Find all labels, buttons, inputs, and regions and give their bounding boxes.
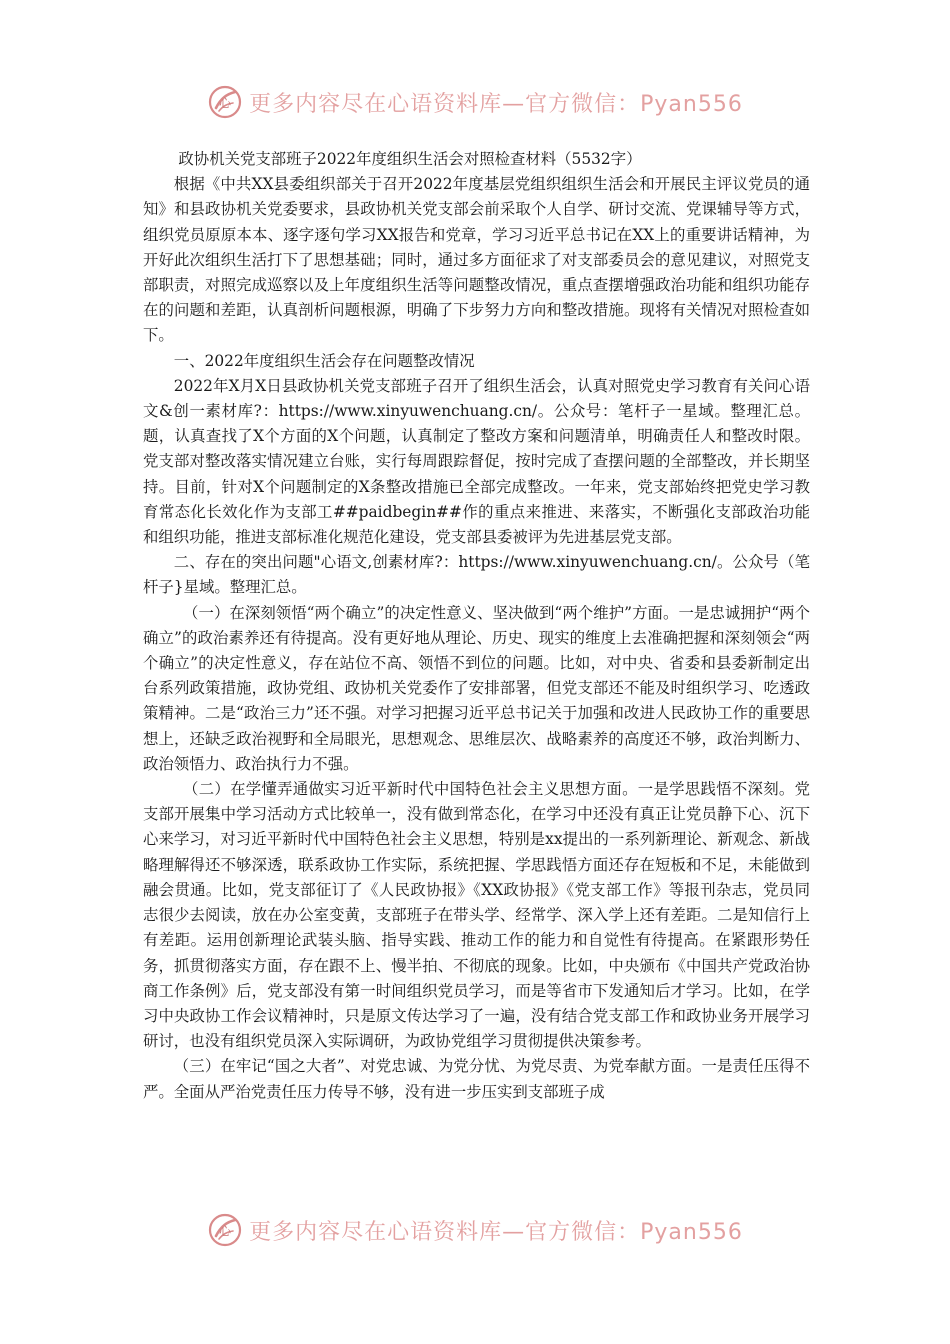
watermark-text: 更多内容尽在心语资料库—官方微信：Pyan556: [249, 1219, 743, 1245]
brush-logo-icon: [207, 84, 243, 120]
brush-logo-icon: [207, 1212, 243, 1248]
paragraph-issue-1: （一）在深刻领悟“两个确立”的决定性意义、坚决做到“两个维护”方面。一是忠诚拥护“两个确立”的政治素养还有待提高。没有更好地从理论、历史、现实的维度上去准确把握和深刻领会“两个确立”的决定性意义，存在站位不高、领悟不到位的问题。比如，对中央、省委和县委新制定出台系列政策措施，政协党组、政协机关党委作了安排部署，但党支部还不能及时组织学习、吃透政策精神。二是“政治三力”还不强。对学习把握习近平总书记关于加强和改进人民政协工作的重要思想上，还缺乏政治视野和全局眼光，思想观念、思维层次、战略素养的高度还不够，政治判断力、政治领悟力、政治执行力不强。: [143, 603, 810, 773]
svg-text:心: 心: [219, 1224, 232, 1238]
paragraph-section-1: 2022年X月X日县政协机关党支部班子召开了组织生活会，认真对照党史学习教育有关问心语文&创一素材库?：https://www.xinyuwenchuang.cn/。公众号：笔杆子一星域。整理汇总。题，认真查找了X个方面的X个问题，认真制定了整改方案和问题清单，明确责任人和整改时限。党支部对整改落实情况建立台账，实行每周跟踪督促，按时完成了查摆问题的全部整改，并长期坚持。目前，针对X个问题制定的X条整改措施已全部完成整改。一年来，党支部始终把党史学习教育常态化长效化作为支部工##paidbegin##作的重点来推进、来落实，不断强化支部政治功能和组织功能，推进支部标准化规范化建设，党支部县委被评为先进基层党支部。: [143, 376, 810, 547]
section-heading-1: 一、2022年度组织生活会存在问题整改情况: [173, 351, 475, 370]
paragraph-issue-3: （三）在牢记“国之大者”、对党忠诚、为党分忧、为党尽责、为党奉献方面。一是责任压得不严。全面从严治党责任压力传导不够，没有进一步压实到支部班子成: [143, 1057, 810, 1101]
paragraph-intro: 根据《中共XX县委组织部关于召开2022年度基层党组织组织生活会和开展民主评议党员的通知》和县政协机关党委要求，县政协机关党支部会前采取个人自学、研讨交流、党课辅导等方式，组织党员原原本本、逐字逐句学习XX报告和党章，学习习近平总书记在XX上的重要讲话精神，为开好此次组织生活打下了思想基础；同时，通过多方面征求了对支部委员会的意见建议，对照党支部职责，对照完成巡察以及上年度组织生活等问题整改情况，重点查摆增强政治功能和组织功能存在的问题和差距，认真剖析问题根源，明确了下步努力方向和整改措施。现将有关情况对照检查如下。: [143, 175, 810, 345]
document-body: [143, 147, 810, 1105]
document-title: 政协机关党支部班子2022年度组织生活会对照检查材料（5532字）: [178, 150, 642, 168]
watermark-banner-bottom: [0, 1208, 950, 1252]
watermark-banner-top: [0, 80, 950, 124]
section-heading-2: 二、存在的突出问题"心语文,创素材库?：https://www.xinyuwenchuang.cn/。公众号（笔杆子}星域。整理汇总。: [143, 553, 810, 597]
paragraph-issue-2: （二）在学懂弄通做实习近平新时代中国特色社会主义思想方面。一是学思践悟不深刻。党支部开展集中学习活动方式比较单一，没有做到常态化，在学习中还没有真正让党员静下心、沉下心来学习，对习近平新时代中国特色社会主义思想，特别是xx提出的一系列新理论、新观念、新战略理解得还不够深透，联系政协工作实际，系统把握、学思践悟方面还存在短板和不足，未能做到融会贯通。比如，党支部征订了《人民政协报》《XX政协报》《党支部工作》等报刊杂志，党员同志很少去阅读，放在办公室变黄，支部班子在带头学、经常学、深入学上还有差距。二是知信行上有差距。运用创新理论武装头脑、指导实践、推动工作的能力和自觉性有待提高。在紧跟形势任务，抓贯彻落实方面，存在跟不上、慢半拍、不彻底的现象。比如，中央颁布《中国共产党政治协商工作条例》后，党支部没有第一时间组织党员学习，而是等省市下发通知后才学习。比如，在学习中央政协工作会议精神时，只是原文传达学习了一遍，没有结合党支部工作和政协业务开展学习研讨，也没有组织党员深入实际调研，为政协党组学习贯彻提供决策参考。: [143, 780, 810, 1051]
watermark-text: 更多内容尽在心语资料库—官方微信：Pyan556: [249, 91, 743, 117]
svg-text:心: 心: [219, 96, 232, 110]
